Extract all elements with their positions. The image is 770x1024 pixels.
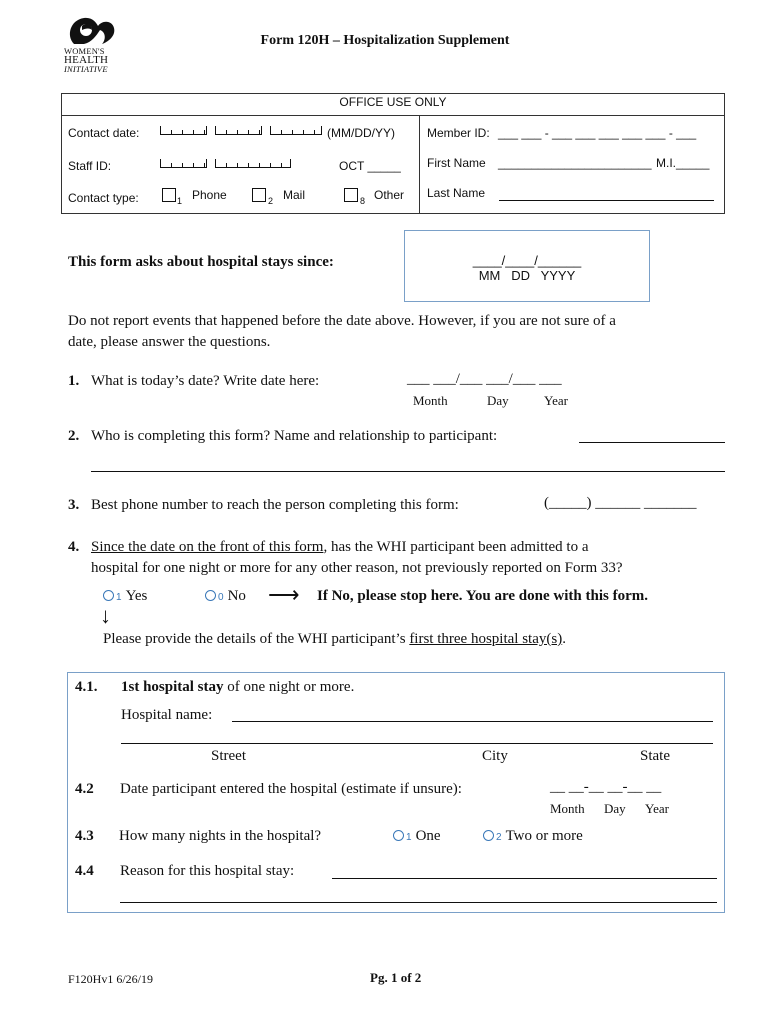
q4-number: 4. — [68, 539, 80, 555]
q44-text: Reason for this hospital stay: — [120, 863, 295, 879]
radio-icon[interactable] — [393, 830, 404, 841]
hospital-address-field[interactable] — [121, 743, 713, 744]
hospital-name-label: Hospital name: — [121, 707, 213, 723]
form-title: Form 120H – Hospitalization Supplement — [260, 33, 510, 48]
staff-id-field-a[interactable] — [160, 159, 207, 168]
mail-label: Mail — [283, 188, 306, 202]
q42-month-hint: Month — [550, 801, 585, 816]
q43-number: 4.3 — [75, 828, 94, 844]
mail-code: 2 — [268, 196, 274, 206]
q1-month-hint: Month — [413, 393, 448, 408]
q43-text: How many nights in the hospital? — [119, 828, 322, 844]
city-hint: City — [482, 748, 508, 764]
q2-answer-line-2[interactable] — [91, 471, 725, 472]
since-label: This form asks about hospital stays since: — [68, 254, 334, 270]
since-date-field[interactable]: ____/____/______ — [472, 253, 582, 268]
nights-one-option[interactable]: 1 One — [393, 828, 441, 845]
last-name-field[interactable] — [499, 200, 714, 201]
form-version: F120Hv1 6/26/19 — [68, 972, 154, 986]
q4-details-instruction: Please provide the details of the WHI participant’s first three hospital stay(s). — [103, 631, 566, 647]
state-hint: State — [640, 748, 670, 764]
q2-number: 2. — [68, 428, 80, 444]
hospital-name-field[interactable] — [232, 721, 713, 722]
q3-phone-field[interactable]: (_____) ______ _______ — [544, 495, 697, 511]
oct-field[interactable]: OCT _____ — [339, 159, 401, 173]
q41-title: 1st hospital stay of one night or more. — [121, 679, 355, 695]
q42-year-hint: Year — [645, 801, 669, 816]
right-arrow-icon: ⟶ — [268, 582, 300, 607]
last-name-label: Last Name — [427, 186, 486, 200]
contact-date-day-field[interactable] — [215, 126, 262, 135]
radio-icon[interactable] — [483, 830, 494, 841]
first-name-field[interactable]: _______________________ — [498, 156, 652, 170]
q4-yes-option[interactable]: 1 Yes — [103, 588, 147, 605]
phone-label: Phone — [192, 188, 227, 202]
contact-date-label: Contact date: — [68, 126, 140, 140]
contact-type-label: Contact type: — [68, 191, 139, 205]
contact-type-other-checkbox[interactable] — [344, 188, 358, 202]
mi-field[interactable]: M.I._____ — [656, 156, 710, 170]
divider — [62, 115, 724, 116]
office-use-heading: OFFICE USE ONLY — [339, 95, 447, 109]
q2-text: Who is completing this form? Name and relationship to participant: — [91, 428, 498, 444]
q1-day-hint: Day — [487, 393, 509, 408]
contact-date-month-field[interactable] — [160, 126, 207, 135]
reason-field[interactable] — [332, 878, 717, 879]
intro-text: Do not report events that happened before the date above. However, if you are not sure of a date, please answer the questions. — [68, 313, 616, 350]
q42-day-hint: Day — [604, 801, 626, 816]
q42-number: 4.2 — [75, 781, 94, 797]
page-number: Pg. 1 of 2 — [370, 970, 422, 985]
member-id-field[interactable]: ___ ___ - ___ ___ ___ ___ ___ - ___ — [498, 126, 697, 140]
since-date-format: MM DD YYYY — [478, 268, 576, 283]
contact-date-year-field[interactable] — [270, 126, 322, 135]
admission-date-field[interactable]: __ __-__ __-__ __ — [550, 779, 662, 795]
q41-number: 4.1. — [75, 679, 98, 695]
q2-answer-line[interactable] — [579, 442, 725, 443]
contact-type-phone-checkbox[interactable] — [162, 188, 176, 202]
q3-text: Best phone number to reach the person completing this form: — [91, 497, 459, 513]
date-format-hint: (MM/DD/YY) — [327, 126, 395, 140]
q4-stop-instruction: If No, please stop here. You are done with this form. — [317, 588, 648, 604]
radio-icon[interactable] — [205, 590, 216, 601]
q1-number: 1. — [68, 373, 80, 389]
first-name-label: First Name — [427, 156, 486, 170]
other-label: Other — [374, 188, 405, 202]
down-arrow-icon: ↓ — [100, 603, 111, 628]
staff-id-label: Staff ID: — [68, 159, 112, 173]
q1-date-field[interactable]: ___ ___/___ ___/___ ___ — [407, 371, 562, 387]
nights-two-or-more-option[interactable]: 2 Two or more — [483, 828, 583, 845]
q1-year-hint: Year — [544, 393, 568, 408]
contact-type-mail-checkbox[interactable] — [252, 188, 266, 202]
phone-code: 1 — [177, 196, 183, 206]
member-id-label: Member ID: — [427, 126, 490, 140]
q4-no-option[interactable]: 0 No — [205, 588, 246, 605]
since-date-box — [404, 230, 650, 302]
q3-number: 3. — [68, 497, 80, 513]
street-hint: Street — [211, 748, 246, 764]
q42-text: Date participant entered the hospital (estimate if unsure): — [120, 781, 462, 797]
q1-text: What is today’s date? Write date here: — [91, 373, 320, 389]
other-code: 8 — [360, 196, 366, 206]
q4-text-line2: hospital for one night or more for any other reason, not previously reported on Form 33? — [91, 560, 623, 576]
staff-id-field-b[interactable] — [215, 159, 291, 168]
reason-field-2[interactable] — [120, 902, 717, 903]
radio-icon[interactable] — [103, 590, 114, 601]
divider — [419, 116, 420, 214]
q4-text: Since the date on the front of this form, has the WHI participant been admitted to a — [91, 539, 589, 555]
office-use-panel — [61, 93, 725, 214]
logo-wordmark: WOMEN'S HEALTH INITIATIVE — [64, 46, 109, 74]
q44-number: 4.4 — [75, 863, 94, 879]
